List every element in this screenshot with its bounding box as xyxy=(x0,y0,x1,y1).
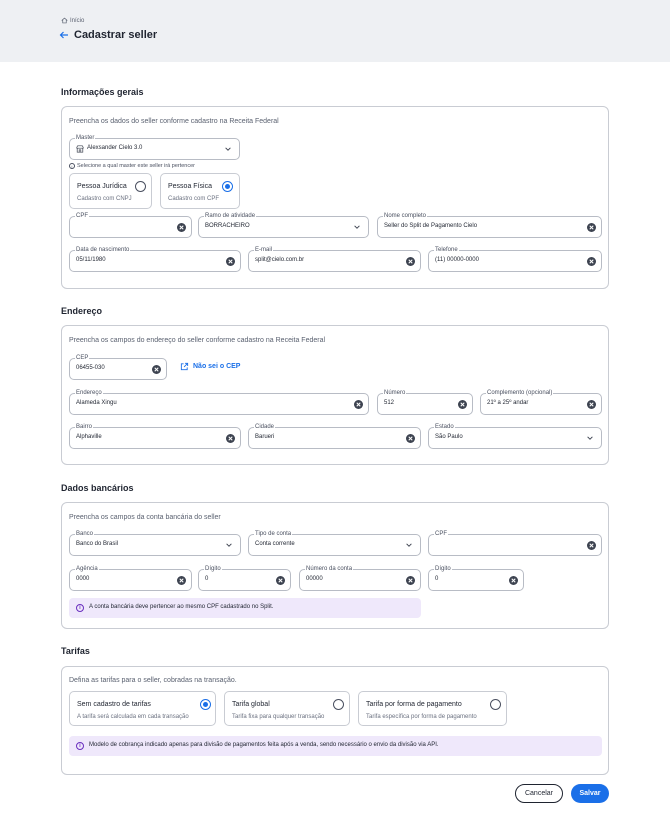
clear-icon[interactable] xyxy=(509,576,518,585)
title-row xyxy=(59,29,157,41)
address-section-title: Endereço xyxy=(61,306,103,316)
fee-option-subtitle: Tarifa específica por forma de pagamento xyxy=(366,714,477,720)
cpf-input[interactable] xyxy=(69,213,192,238)
clear-icon[interactable] xyxy=(406,257,415,266)
clear-icon[interactable] xyxy=(276,576,285,585)
email-input[interactable] xyxy=(248,247,421,272)
street-input[interactable] xyxy=(69,390,369,415)
cancel-button[interactable]: Cancelar xyxy=(515,784,563,803)
clear-icon[interactable] xyxy=(177,576,186,585)
complement-label: Complemento (opcional) xyxy=(487,390,553,396)
radio-unchecked[interactable] xyxy=(490,699,501,710)
chevron-down-icon xyxy=(405,541,413,549)
radio-unchecked[interactable] xyxy=(333,699,344,710)
city-input[interactable] xyxy=(248,424,421,449)
account-number-value: 00000 xyxy=(306,576,323,582)
fee-option-title: Tarifa por forma de pagamento xyxy=(366,701,462,708)
clear-icon[interactable] xyxy=(152,365,161,374)
bank-cpf-input[interactable] xyxy=(428,531,602,556)
agency-digit-input[interactable] xyxy=(198,566,291,591)
street-value: Alameda Xingu xyxy=(76,400,117,406)
activity-select[interactable] xyxy=(198,213,369,238)
general-section-title: Informações gerais xyxy=(61,87,144,97)
radio-checked[interactable] xyxy=(222,181,233,192)
cep-value: 06455-030 xyxy=(76,365,105,371)
radio-checked[interactable] xyxy=(200,699,211,710)
home-icon xyxy=(61,17,68,24)
birth-date-value: 05/11/1980 xyxy=(76,257,106,263)
cep-label: CEP xyxy=(76,355,89,361)
number-label: Número xyxy=(384,390,406,396)
cpf-label: CPF xyxy=(76,213,88,219)
master-label: Master xyxy=(76,135,95,141)
master-hint xyxy=(69,163,195,169)
bank-section-title: Dados bancários xyxy=(61,483,134,493)
clear-icon[interactable] xyxy=(458,400,467,409)
store-icon xyxy=(76,145,84,153)
complement-input[interactable] xyxy=(480,390,602,415)
fees-alert-text: Modelo de cobrança indicado apenas para divisão de pagamentos feita após a venda, sendo necessário o envio da divisão via API. xyxy=(89,742,439,748)
account-number-input[interactable] xyxy=(299,566,421,591)
full-name-input[interactable] xyxy=(377,213,602,238)
cep-input[interactable] xyxy=(69,355,167,380)
master-value: Alexsander Cielo 3.0 xyxy=(87,145,143,151)
person-type-fisica[interactable] xyxy=(160,173,240,209)
number-value: 512 xyxy=(384,400,395,406)
bank-select[interactable] xyxy=(69,531,241,556)
account-number-label: Número da conta xyxy=(306,566,353,572)
master-hint-text: Selecione a qual master este seller irá pertencer xyxy=(77,163,196,169)
agency-digit-value: 0 xyxy=(205,576,209,582)
city-label: Cidade xyxy=(255,424,275,430)
back-arrow-icon[interactable] xyxy=(59,30,69,40)
chevron-down-icon xyxy=(353,223,361,231)
page-header xyxy=(0,0,670,62)
fees-card xyxy=(61,666,609,775)
person-type-subtitle: Cadastro com CNPJ xyxy=(77,196,132,202)
district-input[interactable] xyxy=(69,424,241,449)
clear-icon[interactable] xyxy=(587,257,596,266)
street-label: Endereço xyxy=(76,390,102,396)
address-subtitle: Preencha os campos do endereço do seller conforme cadastro na Receita Federal xyxy=(69,337,326,344)
clear-icon[interactable] xyxy=(587,541,596,550)
external-link-icon xyxy=(180,362,189,371)
clear-icon[interactable] xyxy=(587,400,596,409)
fee-option-global[interactable] xyxy=(224,691,350,726)
email-label: E-mail xyxy=(255,247,273,253)
bank-value: Banco do Brasil xyxy=(76,541,119,547)
clear-icon[interactable] xyxy=(354,400,363,409)
person-type-subtitle: Cadastro com CPF xyxy=(168,196,220,202)
agency-input[interactable] xyxy=(69,566,192,591)
person-type-juridica[interactable] xyxy=(69,173,152,209)
save-button[interactable]: Salvar xyxy=(571,784,609,803)
fee-option-subtitle: A tarifa será calculada em cada transação xyxy=(77,714,189,720)
info-icon: i xyxy=(76,742,84,750)
account-type-label: Tipo de conta xyxy=(255,531,292,537)
master-select[interactable] xyxy=(69,135,240,160)
email-value: split@cielo.com.br xyxy=(255,257,305,263)
address-card xyxy=(61,325,609,465)
phone-label: Telefone xyxy=(435,247,458,253)
fee-option-none[interactable] xyxy=(69,691,216,726)
agency-digit-label: Dígito xyxy=(205,566,221,572)
chevron-down-icon xyxy=(225,541,233,549)
fee-option-title: Sem cadastro de tarifas xyxy=(77,701,151,708)
fees-subtitle: Defina as tarifas para o seller, cobradas na transação. xyxy=(69,677,237,684)
bank-alert-text: A conta bancária deve pertencer ao mesmo CPF cadastrado no Split. xyxy=(89,604,274,610)
account-digit-label: Dígito xyxy=(435,566,451,572)
clear-icon[interactable] xyxy=(587,223,596,232)
chevron-down-icon xyxy=(586,434,594,442)
state-select[interactable] xyxy=(428,424,602,449)
state-value: São Paulo xyxy=(435,434,463,440)
clear-icon[interactable] xyxy=(177,223,186,232)
bank-card xyxy=(61,502,609,629)
city-value: Barueri xyxy=(255,434,275,440)
account-digit-input[interactable] xyxy=(428,566,524,591)
number-input[interactable] xyxy=(377,390,473,415)
account-digit-value: 0 xyxy=(435,576,439,582)
bank-label: Banco xyxy=(76,531,94,537)
unknown-cep-text[interactable]: Não sei o CEP xyxy=(193,363,241,370)
unknown-cep-link[interactable] xyxy=(180,362,240,371)
clear-icon[interactable] xyxy=(406,434,415,443)
activity-label: Ramo de atividade xyxy=(205,213,256,219)
phone-input[interactable] xyxy=(428,247,602,272)
radio-unchecked[interactable] xyxy=(135,181,146,192)
clear-icon[interactable] xyxy=(226,434,235,443)
general-card xyxy=(61,106,609,289)
fee-option-title: Tarifa global xyxy=(232,701,270,708)
district-value: Alphaville xyxy=(76,434,102,440)
bank-alert xyxy=(69,598,421,618)
complement-value: 21º a 25º andar xyxy=(487,400,529,406)
account-type-value: Conta corrente xyxy=(255,541,295,547)
full-name-label: Nome completo xyxy=(384,213,427,219)
breadcrumb-home[interactable]: Início xyxy=(70,17,85,24)
full-name-value: Seller do Split de Pagamento Cielo xyxy=(384,223,478,229)
state-label: Estado xyxy=(435,424,454,430)
fee-option-by-payment[interactable] xyxy=(358,691,507,726)
person-type-title: Pessoa Física xyxy=(168,183,212,190)
general-subtitle: Preencha os dados do seller conforme cadastro na Receita Federal xyxy=(69,118,279,125)
birth-date-label: Data de nascimento xyxy=(76,247,130,253)
phone-value: (11) 00000-0000 xyxy=(435,257,479,263)
district-label: Bairro xyxy=(76,424,93,430)
breadcrumb[interactable] xyxy=(61,17,84,24)
agency-value: 0000 xyxy=(76,576,90,582)
person-type-title: Pessoa Jurídica xyxy=(77,183,127,190)
info-icon: i xyxy=(69,163,75,169)
birth-date-input[interactable] xyxy=(69,247,241,272)
page-title: Cadastrar seller xyxy=(74,29,158,41)
clear-icon[interactable] xyxy=(406,576,415,585)
agency-label: Agência xyxy=(76,566,98,572)
clear-icon[interactable] xyxy=(226,257,235,266)
info-icon: i xyxy=(76,604,84,612)
fees-section-title: Tarifas xyxy=(61,646,90,656)
fees-alert xyxy=(69,736,602,756)
activity-value: BORRACHEIRO xyxy=(205,223,250,229)
account-type-select[interactable] xyxy=(248,531,421,556)
fee-option-subtitle: Tarifa fixa para qualquer transação xyxy=(232,714,325,720)
bank-subtitle: Preencha os campos da conta bancária do seller xyxy=(69,514,221,521)
bank-cpf-label: CPF xyxy=(435,531,447,537)
chevron-down-icon xyxy=(224,145,232,153)
